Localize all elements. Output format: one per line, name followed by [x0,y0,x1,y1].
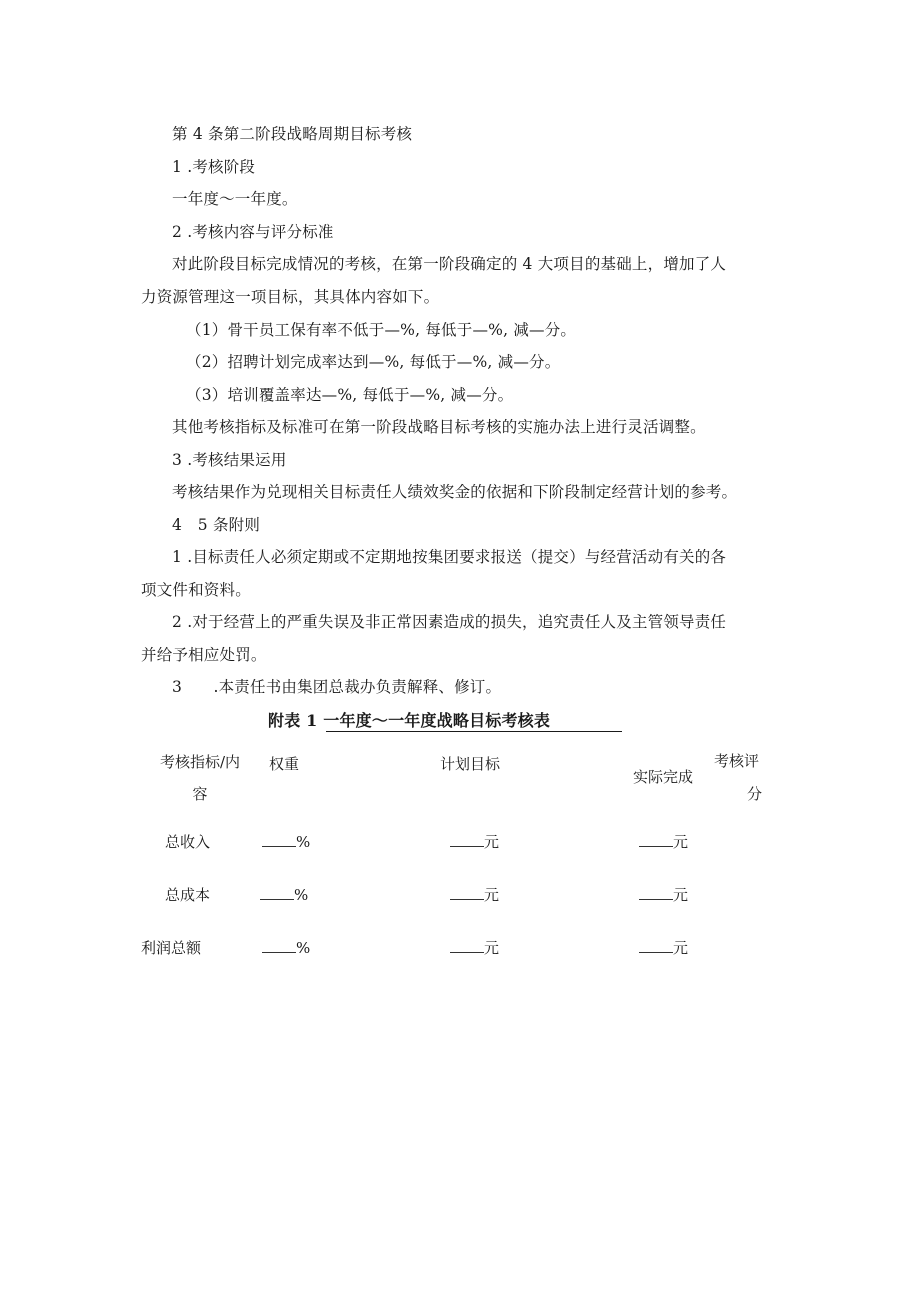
row-weight: % [260,885,308,905]
row-plan: 元 [450,885,499,905]
header-actual: 实际完成 [633,768,694,786]
article4-other-note: 其他考核指标及标准可在第一阶段战略目标考核的实施办法上进行灵活调整。 [172,418,706,436]
sub-item: （2）招聘计划完成率达到—%, 每低于—%, 减—分。 [186,353,561,371]
article4-item3-title: 3 .考核结果运用 [172,451,287,469]
appendix-title: 附表 1 一年度～一年度战略目标考核表 [268,711,551,730]
row-weight: % [262,832,310,852]
header-score-line2: 分 [747,785,763,803]
row-actual: 元 [639,885,688,905]
header-indicator-line2: 容 [192,785,208,803]
row-plan: 元 [450,832,499,852]
header-indicator-line1: 考核指标/内 [159,753,241,771]
sub-item: （1）骨干员工保有率不低于—%, 每低于—%, 减—分。 [186,321,577,339]
article4-item3-body: 考核结果作为兑现相关目标责任人绩效奖金的依据和下阶段制定经营计划的参考。 [172,483,738,501]
appendix-title-underline [326,731,622,732]
header-score-line1: 考核评 [714,752,760,770]
article5-item2-line2: 并给予相应处罚。 [141,646,267,664]
article4-item2-title: 2 .考核内容与评分标准 [172,223,334,241]
article5-heading: 4 5 条附则 [172,516,261,534]
article4-item2-body-line2: 力资源管理这一项目标，其具体内容如下。 [141,288,440,306]
header-plan: 计划目标 [440,755,501,773]
article5-item3: 3 .本责任书由集团总裁办负责解释、修订。 [172,678,502,696]
article5-item1-line1: 1 .目标责任人必须定期或不定期地按集团要求报送（提交）与经营活动有关的各 [172,548,727,566]
article4-item1-title: 1 .考核阶段 [172,158,256,176]
article4-item2-body-line1: 对此阶段目标完成情况的考核，在第一阶段确定的 4 大项目的基础上，增加了人 [172,255,727,273]
sub-item: （3）培训覆盖率达—%, 每低于—%, 减—分。 [186,386,514,404]
row-name: 总成本 [165,886,211,904]
row-actual: 元 [639,832,688,852]
row-weight: % [262,938,310,958]
row-actual: 元 [639,938,688,958]
row-plan: 元 [450,938,499,958]
header-weight: 权重 [269,755,300,773]
row-name: 利润总额 [141,939,202,957]
article5-item1-line2: 项文件和资料。 [141,581,251,599]
article4-item1-body: 一年度～一年度。 [172,190,298,208]
article4-heading: 第 4 条第二阶段战略周期目标考核 [172,125,413,143]
article5-item2-line1: 2 .对于经营上的严重失误及非正常因素造成的损失，追究责任人及主管领导责任 [172,613,727,631]
row-name: 总收入 [165,833,211,851]
